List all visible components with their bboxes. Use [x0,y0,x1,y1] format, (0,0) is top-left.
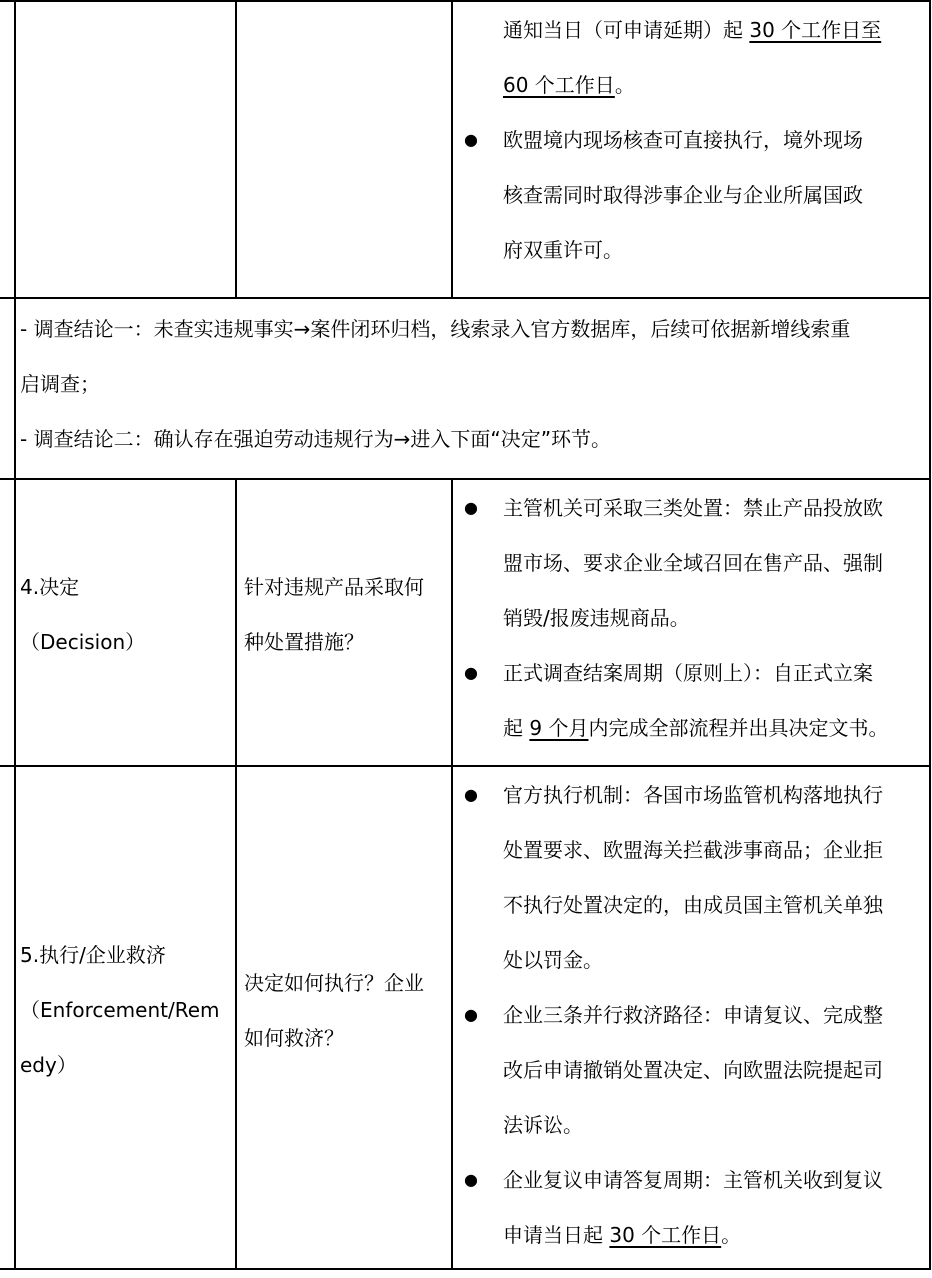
measures-cell-enforcement [453,768,929,1263]
table-row-continued-measures [453,3,929,278]
table-border-bottom [0,1268,931,1270]
question-text: 针对违规产品采取何 [244,575,424,599]
bullet-icon: ● [464,785,478,804]
question-text: 决定如何执行？企业 [244,971,424,995]
bullet-text: 官方执行机制：各国市场监管机构落地执行 [503,783,883,807]
bullet-text: 盟市场、要求企业全域召回在售产品、强制 [503,551,883,575]
bullet-text: 不执行处置决定的，由成员国主管机关单独 [503,893,883,917]
investigation-conclusions [20,300,925,467]
bullet-text: 正式调查结案周期（原则上）：自正式立案 [503,661,873,685]
underlined-text: 60 个工作日 [503,73,615,97]
bullet-text: 企业复议申请答复周期：主管机关收到复议 [503,1168,883,1192]
stage-subtitle: （Decision） [20,630,146,654]
bullet-icon: ● [464,130,478,149]
stage-cell-decision [20,560,232,670]
list-item [453,1153,929,1263]
table-border-top [0,0,931,2]
list-item [453,481,929,646]
table-border-left [14,0,16,1270]
bullet-text: 通知当日（可申请延期）起 [503,18,750,42]
conclusion-line: 启调查； [20,372,100,396]
bullet-icon: ● [464,1005,478,1024]
question-text: 种处置措施？ [244,630,364,654]
stage-subtitle: edy） [20,1053,77,1077]
bullet-text: 企业三条并行救济路径：申请复议、完成整 [503,1003,883,1027]
bullet-text: 内完成全部流程并出具决定文书。 [588,716,889,740]
list-item [453,113,929,278]
question-cell-decision [244,560,449,670]
bullet-text: 核查需同时取得涉事企业与企业所属国政 [503,183,863,207]
bullet-text: 法诉讼。 [503,1113,583,1137]
bullet-text: 处以罚金。 [503,948,603,972]
question-cell-enforcement [244,956,449,1066]
bullet-text: 销毁/报废违规商品。 [503,606,690,630]
list-item [453,3,929,113]
measures-cell-decision [453,481,929,756]
list-item [453,768,929,988]
stage-title: 5.执行/企业救济 [20,943,166,967]
conclusion-line: - 调查结论二：确认存在强迫劳动违规行为→进入下面“决定”环节。 [20,427,612,451]
bullet-text: 处置要求、欧盟海关拦截涉事商品；企业拒 [503,838,883,862]
stage-cell-enforcement [20,928,232,1093]
bullet-icon: ● [464,498,478,517]
table-divider [0,765,931,767]
bullet-text: 。 [721,1223,742,1247]
table-border-right [929,0,931,1270]
conclusion-line: - 调查结论一：未查实违规事实→案件闭环归档，线索录入官方数据库，后续可依据新增线索重 [20,317,851,341]
stage-title: 4.决定 [20,575,80,599]
bullet-text: 起 [503,716,530,740]
bullet-text: 申请当日起 [503,1223,610,1247]
table-divider [0,478,931,480]
bullet-text: 。 [614,73,635,97]
column-divider [235,0,237,299]
question-text: 如何救济？ [244,1026,344,1050]
column-divider [235,478,237,1270]
table-divider [0,297,931,299]
underlined-text: 30 个工作日至 [749,18,882,42]
bullet-icon: ● [464,663,478,682]
bullet-icon: ● [464,1170,478,1189]
stage-subtitle: （Enforcement/Rem [20,998,220,1022]
bullet-text: 府双重许可。 [503,238,623,262]
bullet-text: 主管机关可采取三类处置：禁止产品投放欧 [503,496,883,520]
list-item [453,646,929,756]
list-item [453,988,929,1153]
bullet-text: 改后申请撤销处置决定、向欧盟法院提起司 [503,1058,883,1082]
underlined-text: 9 个月 [529,716,589,740]
underlined-text: 30 个工作日 [609,1223,722,1247]
bullet-text: 欧盟境内现场核查可直接执行，境外现场 [503,128,863,152]
